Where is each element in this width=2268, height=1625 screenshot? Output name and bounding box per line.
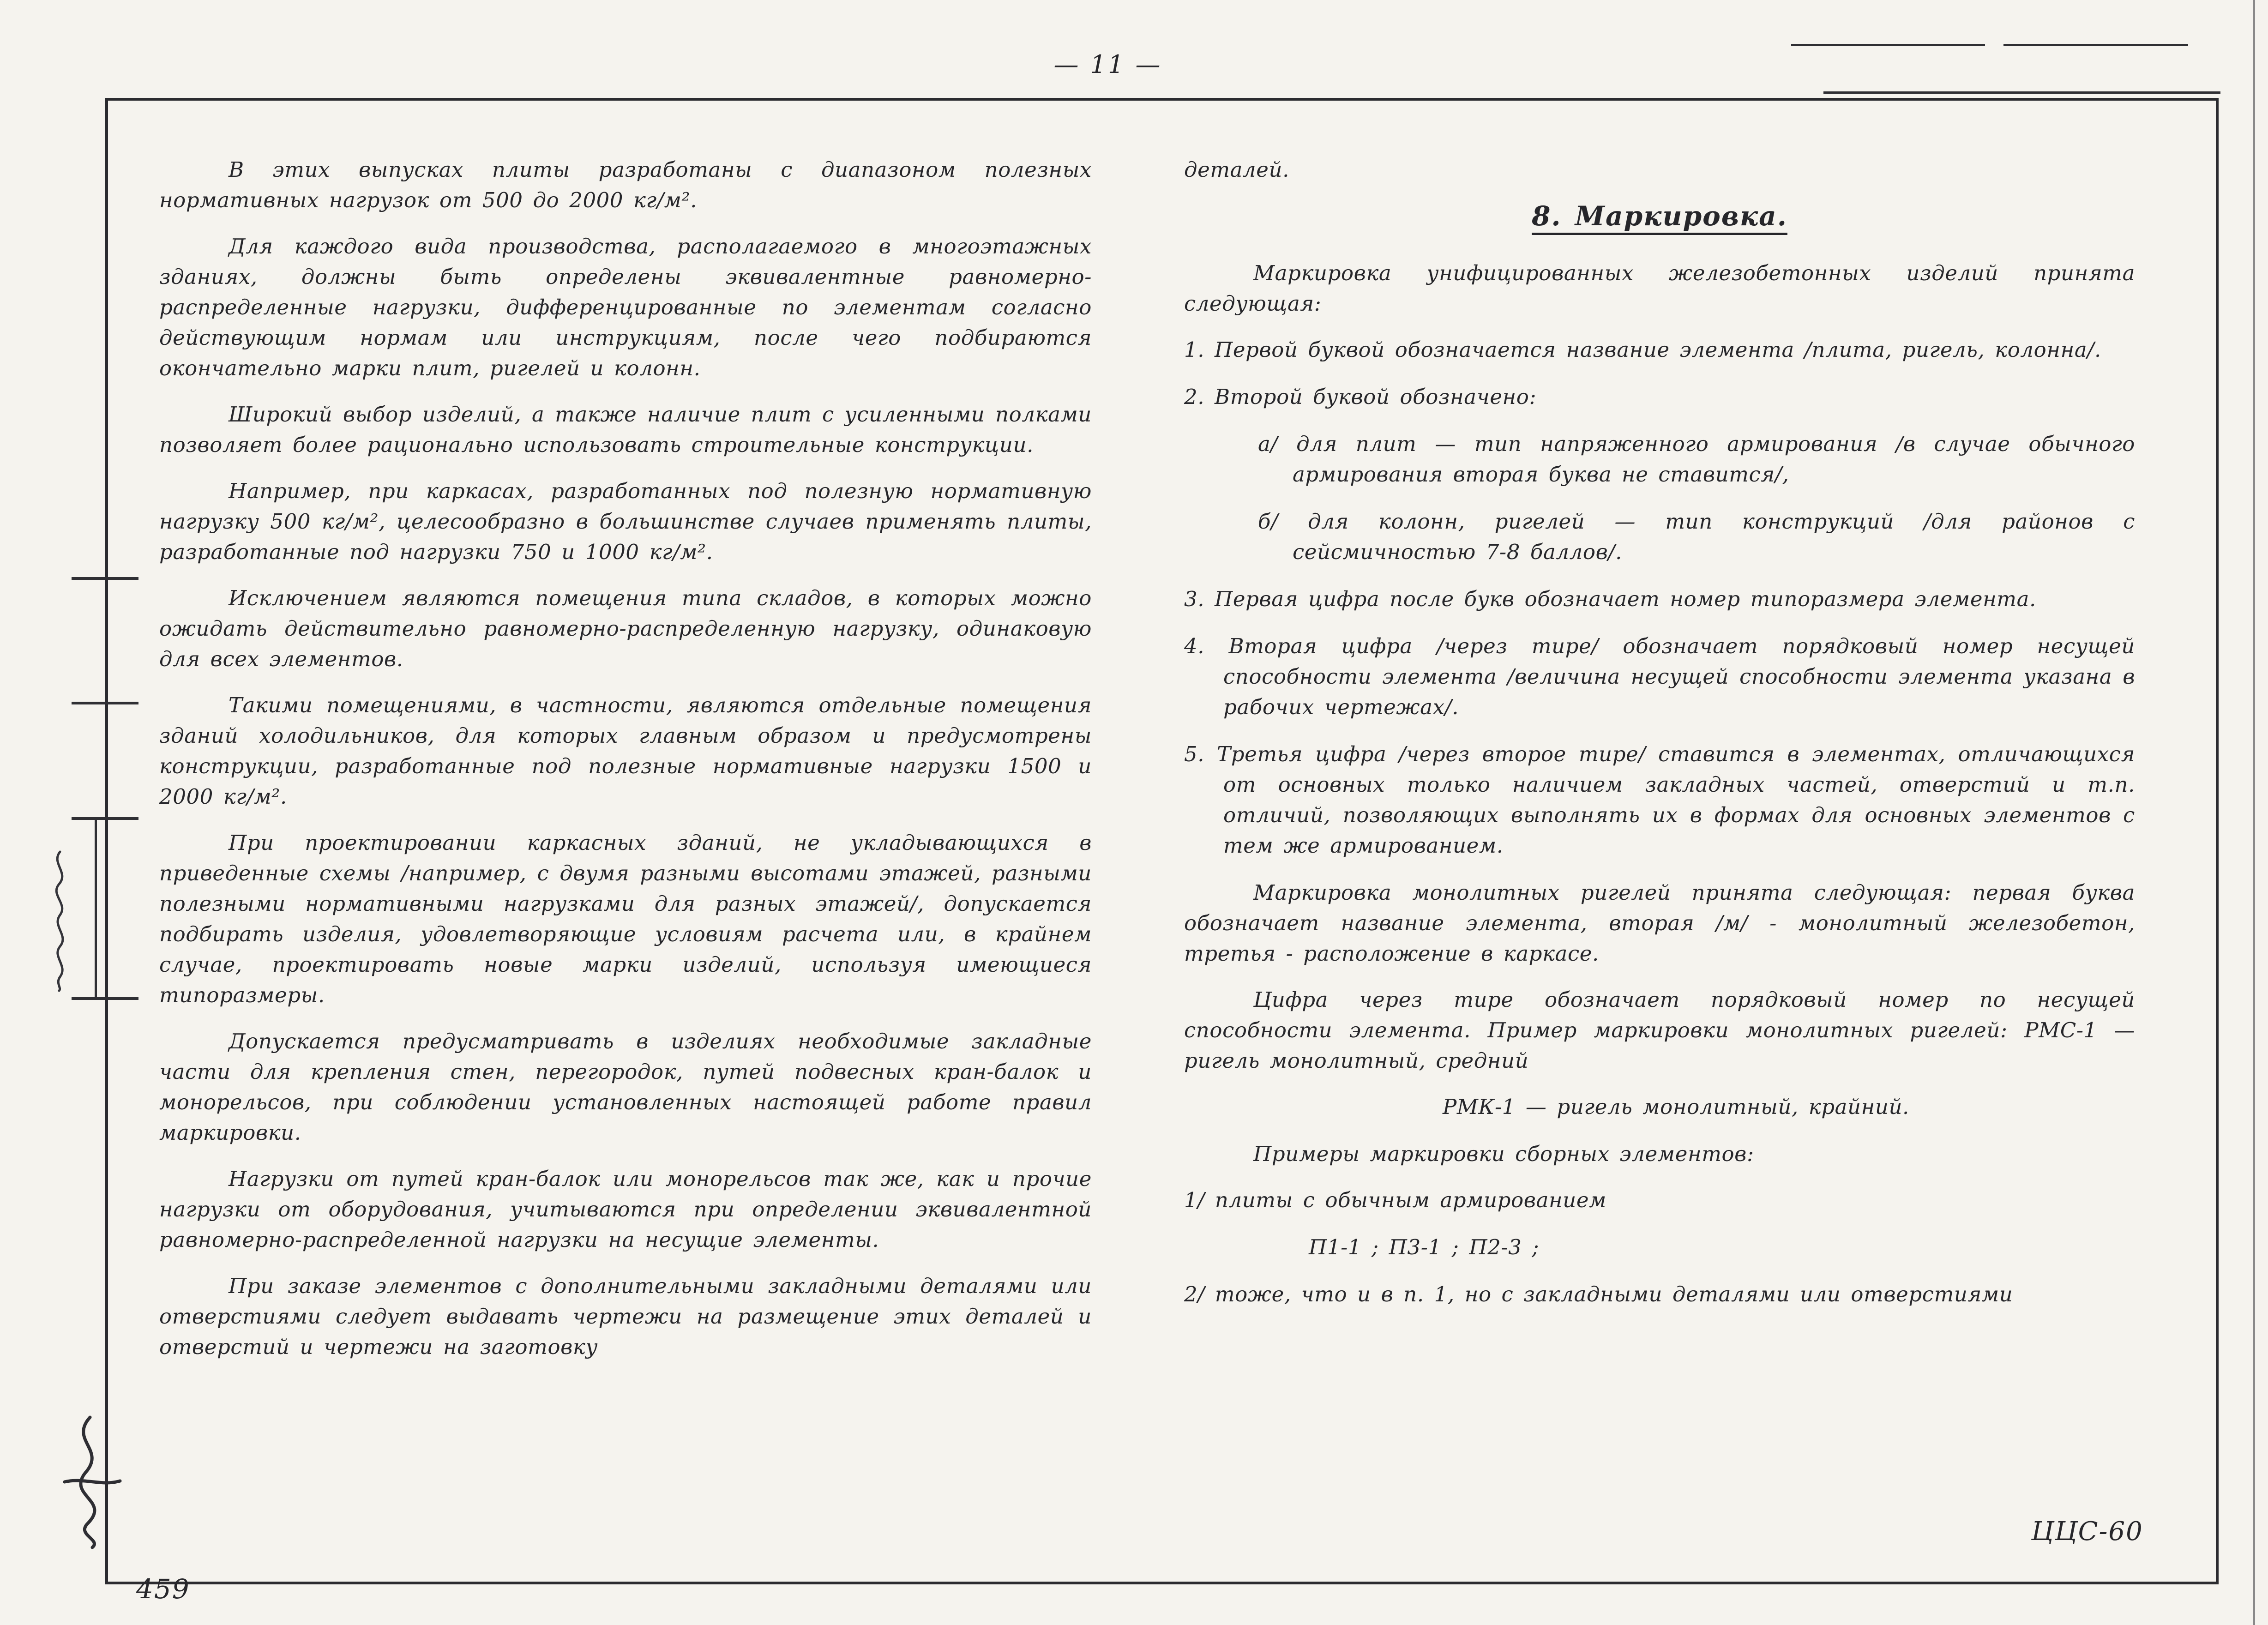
- numbered-item: 1. Первой буквой обозначается название элемента /плита, ригель, колонна/.: [1184, 337, 2101, 362]
- sub-item: а/ для плит — тип напряженного армирования /в случае обычного армирования вторая буква не ставится/,: [1258, 432, 2135, 487]
- section-heading: 8. Маркировка.: [1532, 200, 1787, 232]
- edge-tick: [72, 577, 138, 580]
- numbered-item: 2. Второй буквой обозначено:: [1184, 385, 1537, 409]
- edge-tick: [72, 997, 138, 1000]
- sheet-code: ЦЦС-60: [2031, 1517, 2143, 1547]
- paragraph: При проектировании каркасных зданий, не укладывающихся в приведенные схемы /например, с двумя разными высотами этажей, разными полезными нормативными нагрузками для разных этажей/, допускается подбирать изделия, удовлетворяющие условиям расчета или, в крайнем случае, проектировать новые марки изделий, используя имеющиеся типоразмеры.: [159, 831, 1092, 1007]
- numbered-item: 2/ тоже, что и в п. 1, но с закладными деталями или отверстиями: [1184, 1282, 2013, 1306]
- footer-page-number: 459: [136, 1573, 190, 1605]
- example-line: РМК-1 — ригель монолитный, крайний.: [1443, 1095, 1909, 1119]
- paragraph: Допускается предусматривать в изделиях необходимые закладные части для крепления стен, перегородок, путей подвесных кран-балок и монорельсов, при соблюдении установленных настоящей работе правил маркировки.: [159, 1029, 1092, 1145]
- paragraph: В этих выпусках плиты разработаны с диапазоном полезных нормативных нагрузок от 500 до 2000 кг/м².: [159, 157, 1092, 212]
- paragraph: Маркировка монолитных ригелей принята следующая: первая буква обозначает название элемента, вторая /м/ - монолитный железобетон, третья - расположение в каркасе.: [1184, 880, 2135, 966]
- paragraph: Такими помещениями, в частности, являются отдельные помещения зданий холодильников, для которых главным образом и предусмотрены конструкции, разработанные под полезные нормативные нагрузки 1500 и 2000 кг/м².: [159, 693, 1092, 809]
- numbered-item: 1/ плиты с обычным армированием: [1184, 1188, 1606, 1212]
- numbered-item: 3. Первая цифра после букв обозначает номер типоразмера элемента.: [1184, 587, 2036, 611]
- right-column: [1184, 155, 2135, 1326]
- paragraph-continuation: деталей.: [1184, 157, 1290, 182]
- numbered-item: 4. Вторая цифра /через тире/ обозначает порядковый номер несущей способности элемента /величина несущей способности элемента указана в рабочих чертежах/.: [1184, 634, 2135, 719]
- page-number: — 11 —: [1053, 50, 1162, 79]
- paragraph: Исключением являются помещения типа складов, в которых можно ожидать действительно равномерно-распределенную нагрузку, одинаковую для всех элементов.: [159, 586, 1092, 671]
- numbered-item: 5. Третья цифра /через второе тире/ ставится в элементах, отличающихся от основных только наличием закладных частей, отверстий и т.п. отличий, позволяющих выполнять их в формах для основных элементов с тем же армированием.: [1184, 742, 2135, 858]
- signature-mark: [51, 1413, 129, 1551]
- paragraph: Маркировка унифицированных железобетонных изделий принята следующая:: [1184, 261, 2135, 316]
- example-line: П1-1 ; П3-1 ; П2-3 ;: [1309, 1235, 1540, 1259]
- revision-line: [1823, 91, 2220, 94]
- edge-tick: [95, 817, 97, 999]
- edge-tick: [72, 702, 138, 704]
- paragraph: Примеры маркировки сборных элементов:: [1253, 1142, 1754, 1166]
- side-stamp-mark: [42, 849, 78, 993]
- paper-edge-line: [2253, 0, 2255, 1625]
- paragraph: Широкий выбор изделий, а также наличие плит с усиленными полками позволяет более рационально использовать строительные конструкции.: [159, 402, 1092, 457]
- revision-line: [1791, 44, 1985, 46]
- paragraph: Например, при каркасах, разработанных под полезную нормативную нагрузку 500 кг/м², целесообразно в большинстве случаев применять плиты, разработанные под нагрузки 750 и 1000 кг/м².: [159, 479, 1092, 564]
- paragraph: При заказе элементов с дополнительными закладными деталями или отверстиями следует выдавать чертежи на размещение этих деталей и отверстий и чертежи на заготовку: [159, 1274, 1092, 1359]
- paragraph: Цифра через тире обозначает порядковый номер по несущей способности элемента. Пример маркировки монолитных ригелей: РМС-1 — ригель монолитный, средний: [1184, 987, 2135, 1073]
- paragraph: Для каждого вида производства, располагаемого в многоэтажных зданиях, должны быть определены эквивалентные равномерно-распределенные нагрузки, дифференцированные по элементам согласно действующим нормам или инструкциям, после чего подбираются окончательно марки плит, ригелей и колонн.: [159, 234, 1092, 380]
- paragraph: Нагрузки от путей кран-балок или монорельсов так же, как и прочие нагрузки от оборудования, учитываются при определении эквивалентной равномерно-распределенной нагрузки на несущие элементы.: [159, 1167, 1092, 1252]
- revision-line: [2003, 44, 2188, 46]
- edge-tick: [72, 817, 138, 820]
- left-column: [159, 155, 1092, 1378]
- sub-item: б/ для колонн, ригелей — тип конструкций /для районов с сейсмичностью 7-8 баллов/.: [1258, 509, 2135, 564]
